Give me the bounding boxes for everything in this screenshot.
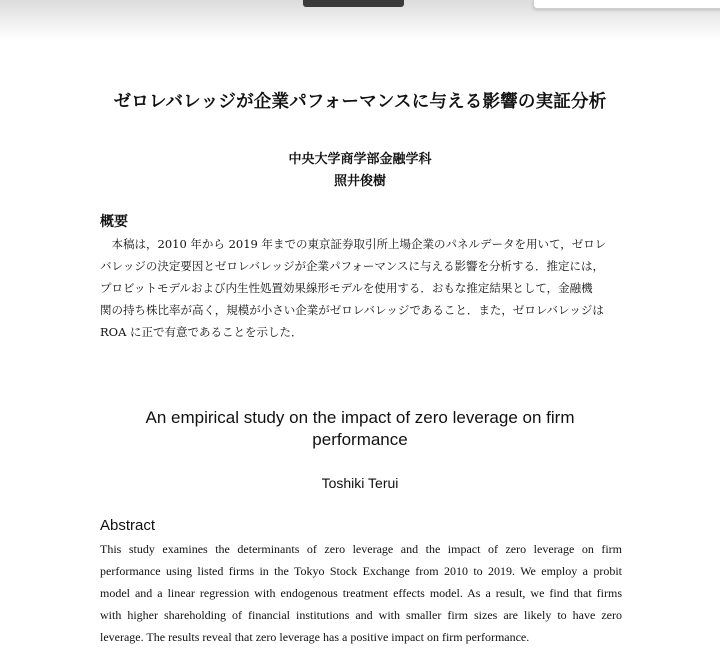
english-title-line: An empirical study on the impact of zero leverage on firm: [145, 408, 575, 427]
japanese-abstract-line: バレッジの決定要因とゼロレバレッジが企業パフォーマンスに与える影響を分析する．推定には，: [100, 259, 605, 273]
english-abstract-line: model and a linear regression with endogenous treatment effects model. As a result, we find that firms: [100, 586, 622, 600]
japanese-abstract-body: [100, 233, 622, 343]
english-title-line: performance: [312, 430, 408, 449]
english-abstract-heading: Abstract: [100, 517, 156, 534]
english-abstract-body: [100, 538, 622, 648]
english-author: Toshiki Terui: [321, 475, 399, 491]
viewer-toolbar-tab[interactable]: [303, 0, 404, 7]
viewer-side-panel[interactable]: [533, 0, 720, 9]
japanese-abstract-line: ROA に正で有意であることを示した．: [100, 325, 303, 339]
japanese-abstract-line: プロビットモデルおよび内生性処置効果線形モデルを使用する．おもな推定結果として，金融機: [100, 281, 593, 295]
japanese-abstract-heading: 概要: [100, 214, 128, 230]
english-title: [0, 407, 720, 451]
english-abstract-line: performance using listed firms in the Tokyo Stock Exchange from 2010 to 2019. We employ a probit: [100, 564, 622, 578]
english-abstract-line: with higher shareholding of financial institutions and with smaller firm sizes are likely to have zero: [100, 608, 622, 622]
japanese-title: ゼロレバレッジが企業パフォーマンスに与える影響の実証分析: [113, 92, 607, 112]
english-abstract-line: leverage. The results reveal that zero leverage has a positive impact on firm performance.: [100, 630, 530, 644]
japanese-abstract-line: 関の持ち株比率が高く，規模が小さい企業がゼロレバレッジであること．また，ゼロレバレッジは: [100, 303, 604, 317]
japanese-affiliation: 中央大学商学部金融学科: [288, 152, 432, 167]
japanese-abstract-line: 本稿は，2010 年から 2019 年までの東京証券取引所上場企業のパネルデータを用いて，ゼロレ: [100, 237, 607, 251]
english-abstract-line: This study examines the determinants of zero leverage and the impact of zero leverage on firm: [100, 542, 622, 556]
japanese-author: 照井俊樹: [333, 174, 386, 189]
